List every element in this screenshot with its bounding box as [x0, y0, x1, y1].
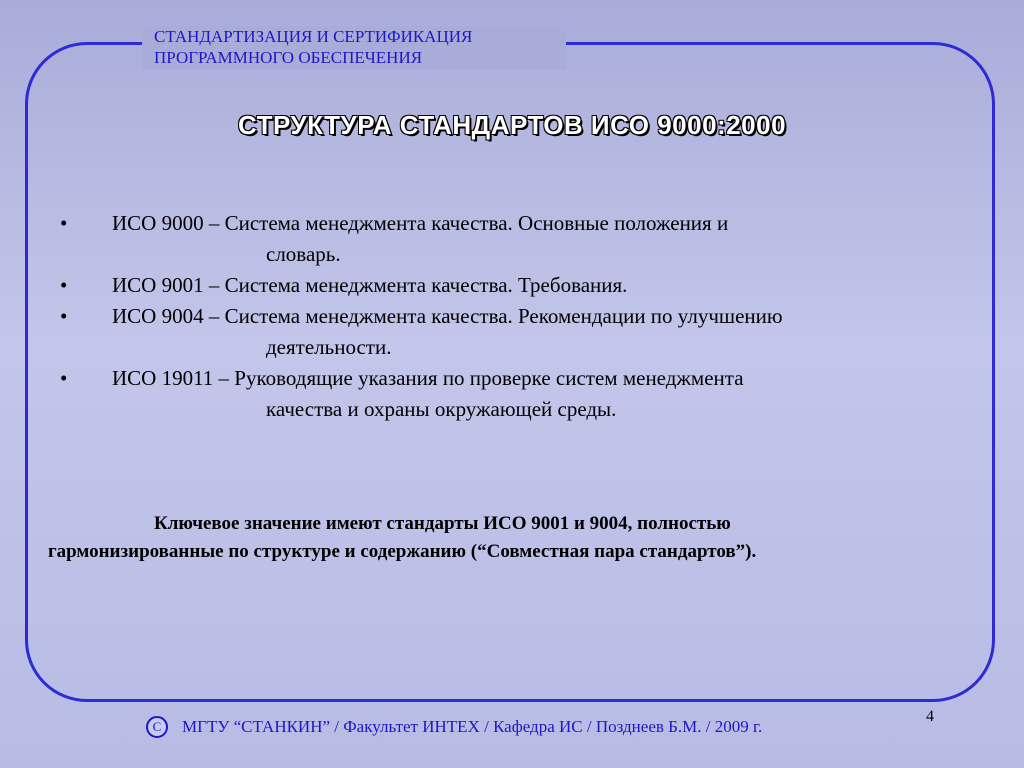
slide-title: СТРУКТУРА СТАНДАРТОВ ИСО 9000:2000 [237, 110, 787, 140]
list-item [60, 270, 960, 301]
bullet-icon: • [60, 304, 68, 328]
footer-text: МГТУ “СТАНКИН” / Факультет ИНТЕХ / Кафедра ИС / Позднеев Б.М. / 2009 г. [182, 717, 763, 736]
key-note-line-2: гармонизированные по структуре и содержанию (“Совместная пара стандартов”). [48, 541, 757, 562]
list-item-line-1: ИСО 9001 – Система менеджмента качества. Требования. [112, 273, 628, 297]
key-note-line-1: Ключевое значение имеют стандарты ИСО 9001 и 9004, полностью [154, 513, 731, 534]
list-item [60, 363, 960, 425]
bullet-icon: • [60, 211, 68, 235]
list-item-line-2: качества и охраны окружающей среды. [266, 397, 617, 421]
key-note [48, 510, 978, 566]
list-item-line-1: ИСО 9004 – Система менеджмента качества. Рекомендации по улучшению [112, 304, 783, 328]
copyright-icon: C [146, 716, 168, 738]
header-line-2: ПРОГРАММНОГО ОБЕСПЕЧЕНИЯ [154, 48, 423, 67]
header-line-1: СТАНДАРТИЗАЦИЯ И СЕРТИФИКАЦИЯ [154, 27, 473, 46]
list-item-line-2: словарь. [266, 242, 341, 266]
slide-footer [146, 712, 762, 742]
slide-header [142, 26, 566, 70]
page-number: 4 [926, 708, 934, 725]
list-item-line-1: ИСО 9000 – Система менеджмента качества. Основные положения и [112, 211, 729, 235]
bullet-icon: • [60, 366, 68, 390]
list-item [60, 301, 960, 363]
list-item [60, 208, 960, 270]
list-item-line-1: ИСО 19011 – Руководящие указания по проверке систем менеджмента [112, 366, 744, 390]
bullet-icon: • [60, 273, 68, 297]
list-item-line-2: деятельности. [266, 335, 392, 359]
standards-list [60, 208, 960, 425]
